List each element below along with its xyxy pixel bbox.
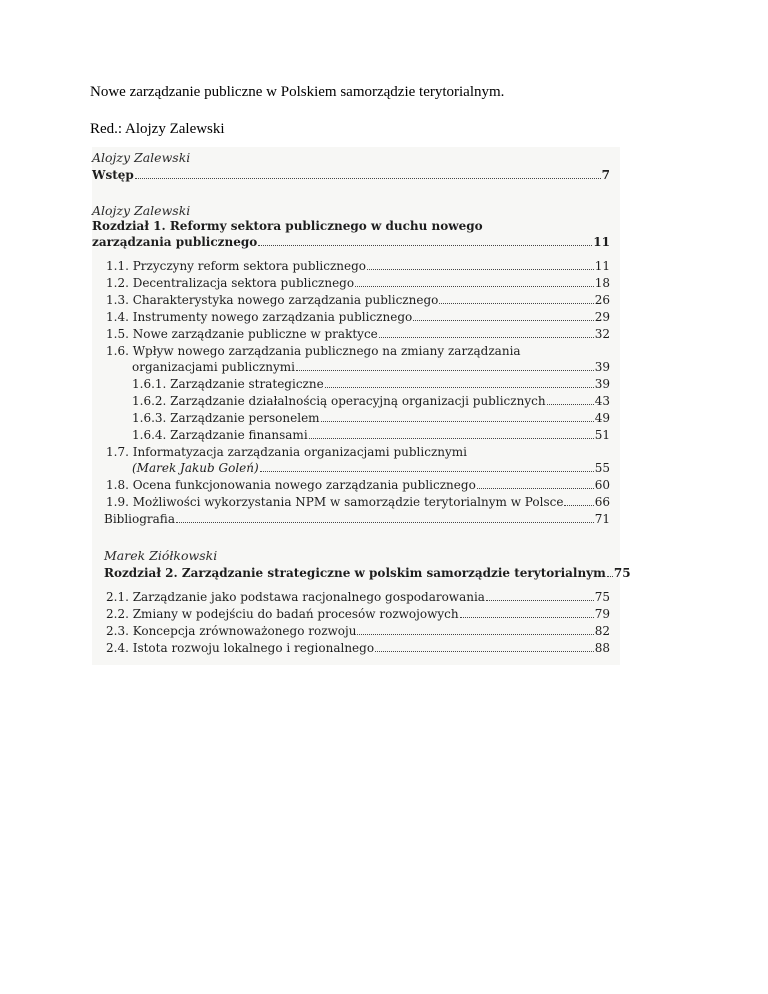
toc-intro-author: Alojzy Zalewski (92, 150, 191, 165)
leader-dots (486, 591, 594, 601)
toc-entry-page: 32 (594, 327, 610, 341)
toc-entry-label: 1.6.1. Zarządzanie strategiczne (132, 377, 324, 391)
toc-entry-label: 2.4. Istota rozwoju lokalnego i regionalnego (106, 641, 375, 655)
toc-entry-1-4 (106, 310, 610, 324)
leader-dots (321, 412, 594, 422)
leader-dots (607, 567, 613, 577)
toc-entry-page: 7 (601, 168, 610, 182)
leader-dots (296, 361, 594, 371)
toc-entry-label: 2.1. Zarządzanie jako podstawa racjonalnego gospodarowania (106, 590, 485, 604)
toc-entry-1-9 (106, 495, 610, 509)
toc-entry-1-6-1 (132, 377, 610, 391)
toc-entry-1-5 (106, 327, 610, 341)
toc-entry-page: 71 (594, 512, 610, 526)
toc-entry-2-1 (106, 590, 610, 604)
toc-entry-1-2 (106, 276, 610, 290)
toc-entry-page: 51 (594, 428, 610, 442)
leader-dots (477, 479, 594, 489)
leader-dots (547, 395, 594, 405)
toc-entry-label: 1.4. Instrumenty nowego zarządzania publicznego (106, 310, 413, 324)
toc-entry-page: 79 (594, 607, 610, 621)
leader-dots (439, 294, 593, 304)
toc-entry-1-6-line1: 1.6. Wpływ nowego zarządzania publicznego na zmiany zarządzania (106, 344, 521, 358)
toc-entry-1-3 (106, 293, 610, 307)
leader-dots (325, 378, 594, 388)
toc-entry-2-2 (106, 607, 610, 621)
toc-entry-1-7 (132, 461, 610, 475)
toc-chapter1-author: Alojzy Zalewski (92, 203, 191, 218)
toc-chapter1-title-line2 (92, 235, 610, 249)
leader-dots (309, 429, 594, 439)
toc-entry-page: 26 (594, 293, 610, 307)
leader-dots (379, 328, 594, 338)
toc-entry-1-8 (106, 478, 610, 492)
toc-entry-label: 2.2. Zmiany w podejściu do badań procesów rozwojowych (106, 607, 459, 621)
toc-entry-1-6-3 (132, 411, 610, 425)
toc-entry-label: 1.2. Decentralizacja sektora publicznego (106, 276, 355, 290)
toc-entry-bibliography (104, 512, 610, 526)
toc-entry-page: 88 (594, 641, 610, 655)
leader-dots (564, 496, 593, 506)
toc-chapter1-title-line1: Rozdział 1. Reformy sektora publicznego w duchu nowego (92, 219, 483, 233)
toc-entry-1-6-4 (132, 428, 610, 442)
leader-dots (258, 236, 592, 246)
leader-dots (460, 608, 594, 618)
document-editor: Red.: Alojzy Zalewski (90, 121, 225, 137)
toc-entry-label: (Marek Jakub Goleń) (132, 461, 259, 475)
toc-entry-page: 60 (594, 478, 610, 492)
toc-entry-page: 11 (594, 259, 610, 273)
toc-entry-label: 1.6.4. Zarządzanie finansami (132, 428, 308, 442)
leader-dots (355, 277, 594, 287)
toc-scan-image (92, 147, 631, 665)
toc-entry-label: 1.9. Możliwości wykorzystania NPM w samorządzie terytorialnym w Polsce (106, 495, 564, 509)
toc-entry-1-7-line1: 1.7. Informatyzacja zarządzania organizacjami publicznymi (106, 445, 467, 459)
toc-entry-label: 1.3. Charakterystyka nowego zarządzania publicznego (106, 293, 439, 307)
toc-entry-label: zarządzania publicznego (92, 235, 258, 249)
toc-entry-label: organizacjami publicznymi (132, 360, 296, 374)
toc-entry-label: 2.3. Koncepcja zrównoważonego rozwoju (106, 624, 357, 638)
toc-chapter2-title (104, 566, 631, 580)
toc-entry-label: 1.8. Ocena funkcjonowania nowego zarządzania publicznego (106, 478, 476, 492)
toc-entry-label: Wstęp (92, 168, 134, 182)
toc-entry-page: 75 (613, 566, 631, 580)
toc-entry-1-6 (132, 360, 610, 374)
toc-entry-1-1 (106, 259, 610, 273)
toc-entry-2-3 (106, 624, 610, 638)
toc-entry-page: 39 (594, 360, 610, 374)
toc-entry-label: Bibliografia (104, 512, 175, 526)
toc-entry-page: 55 (594, 461, 610, 475)
toc-entry-page: 66 (594, 495, 610, 509)
toc-entry-label: Rozdział 2. Zarządzanie strategiczne w polskim samorządzie terytorialnym (104, 566, 606, 580)
toc-entry-page: 39 (594, 377, 610, 391)
leader-dots (375, 642, 594, 652)
leader-dots (135, 169, 601, 179)
document-title: Nowe zarządzanie publiczne w Polskiem samorządzie terytorialnym. (90, 84, 505, 100)
toc-entry-2-4 (106, 641, 610, 655)
toc-entry-1-6-2 (132, 394, 610, 408)
toc-chapter2-author: Marek Ziółkowski (104, 548, 218, 563)
toc-entry-intro (92, 168, 610, 182)
toc-entry-label: 1.1. Przyczyny reform sektora publicznego (106, 259, 367, 273)
toc-entry-page: 82 (594, 624, 610, 638)
toc-entry-page: 75 (594, 590, 610, 604)
toc-entry-page: 43 (594, 394, 610, 408)
toc-entry-page: 18 (594, 276, 610, 290)
toc-entry-label: 1.5. Nowe zarządzanie publiczne w praktyce (106, 327, 378, 341)
toc-entry-page: 29 (594, 310, 610, 324)
leader-dots (357, 625, 593, 635)
leader-dots (176, 513, 594, 523)
toc-entry-page: 49 (594, 411, 610, 425)
toc-entry-label: 1.6.2. Zarządzanie działalnością operacyjną organizacji publicznych (132, 394, 546, 408)
toc-entry-label: 1.6.3. Zarządzanie personelem (132, 411, 320, 425)
leader-dots (260, 462, 594, 472)
leader-dots (413, 311, 593, 321)
toc-entry-page: 11 (593, 235, 610, 249)
leader-dots (367, 260, 594, 270)
